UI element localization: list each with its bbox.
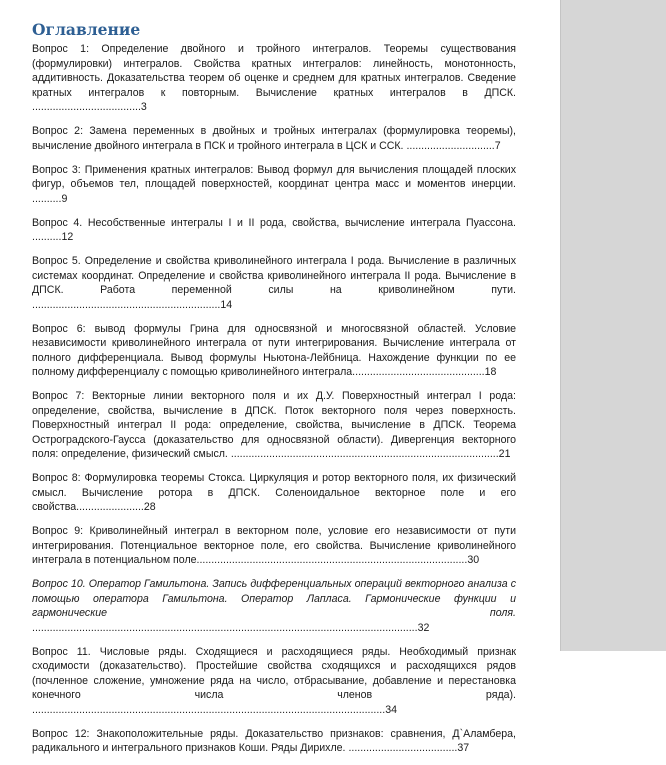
toc-entry[interactable] xyxy=(32,727,516,756)
toc-entry-page: 3 xyxy=(140,101,147,113)
toc-entry-text: Вопрос 2: Замена переменных в двойных и тройных интегралах (формулировка теоремы), вычисление двойного интеграла в ПСК и тройного интеграла в ЦСК и ССК. xyxy=(32,125,516,152)
toc-entry-leader: ............................................ xyxy=(355,366,485,378)
toc-entry[interactable] xyxy=(32,645,516,718)
toc-entry-text: Вопрос 10. Оператор Гамильтона. Запись дифференциальных операций векторного анализа с помощью оператора Гамильтона. Оператор Лапласа. Гармонические функции и гармонические поля. xyxy=(32,578,516,619)
toc-entry-leader: ...................... xyxy=(79,501,144,513)
toc-entry-page: 7 xyxy=(494,139,501,152)
toc-entry[interactable] xyxy=(32,254,516,312)
toc-entry-leader: ........................................................................................... xyxy=(199,554,468,566)
toc-entry[interactable] xyxy=(32,42,516,115)
toc-entry-page: 34 xyxy=(385,703,397,716)
toc-entry[interactable] xyxy=(32,577,516,635)
toc-entry-text: Вопрос 6: вывод формулы Грина для односвязной и многосвязной областей. Условие независимости криволинейного интеграла от пути интегрирования. Вычисление интеграла от полного дифференциала. Вывод формулы Ньютона-Лейбница. Нахождение функции по ее полному дифференциалу с помощью криволинейного интеграла. xyxy=(32,322,516,378)
toc-entry[interactable] xyxy=(32,216,516,245)
toc-entry[interactable] xyxy=(32,471,516,515)
toc-entry-leader: ................................................................................................................................... xyxy=(32,621,418,634)
toc-entry-page: 12 xyxy=(61,231,74,243)
toc-entry-page: 21 xyxy=(498,448,511,460)
toc-entry-leader: ........................................................................................................................ xyxy=(32,703,386,716)
toc-entry-page: 14 xyxy=(220,298,233,311)
toc-entry-leader: ..................................... xyxy=(32,101,141,113)
toc-entry-page: 37 xyxy=(457,742,470,754)
toc-entry-page: 30 xyxy=(467,554,480,566)
viewer-background xyxy=(560,0,666,651)
toc-entry-leader: ........................................................................................... xyxy=(227,448,499,460)
toc-entry-text: Вопрос 3: Применения кратных интегралов: Вывод формул для вычисления площадей плоских фигур, объемов тел, площадей поверхностей, координат центра масс и моментов инерции. xyxy=(32,163,516,190)
toc-entry[interactable] xyxy=(32,389,516,462)
toc-entry-text: Вопрос 12: Знакоположительные ряды. Доказательство признаков: сравнения, Д`Аламбера, радикального и интегрального признаков Коши. Ряды Дирихле. xyxy=(32,727,516,754)
toc-entry-leader: .............................. xyxy=(403,139,495,152)
toc-entry-page: 32 xyxy=(417,621,430,634)
toc-entry[interactable] xyxy=(32,124,516,153)
toc-entry-leader: .......... xyxy=(32,192,62,205)
toc-entry-page: 9 xyxy=(61,192,68,205)
toc-entry[interactable] xyxy=(32,322,516,380)
toc-entry-text: Вопрос 1: Определение двойного и тройного интегралов. Теоремы существования (формулировки) интегралов. Свойства кратных интегралов: линейность, монотонность, аддитивность. Доказательства теорем об оценке и среднем для кратных интегралов. Сведение кратных интегралов к повторным. Вычисление кратных интегралов в ДПСК. xyxy=(32,43,516,99)
toc-entry-text: Вопрос 9: Криволинейный интеграл в векторном поле, условие его независимости от пути интегрирования. Потенциальное векторное поле, его свойства. Вычисление криволинейного интеграла в потенциальном поле. xyxy=(32,525,516,566)
toc-entry-text: Вопрос 7: Векторные линии векторного поля и их Д.У. Поверхностный интеграл I рода: определение, свойства, вычисление в ДПСК. Поток векторного поля через поверхность. Поверхностный интеграл II рода: определение, свойства, вычисление в ДПСК. Теорема Остроградского-Гаусса (доказательство для односвязной области). Дивергенция векторного поля: определение, физический смысл. xyxy=(32,390,516,460)
toc-entry-leader: ..................................... xyxy=(345,742,458,754)
toc-entry[interactable] xyxy=(32,524,516,568)
toc-entry-text: Вопрос 11. Числовые ряды. Сходящиеся и расходящиеся ряды. Необходимый признак сходимости (доказательство). Простейшие свойства сходящихся и расходящихся рядов (почленное сложение, умножение ряда на число, отбрасывание, добавление и перестановка конечного числа членов ряда). xyxy=(32,645,516,701)
toc-entry-leader: ................................................................ xyxy=(32,298,221,311)
table-of-contents xyxy=(32,20,516,765)
toc-entry[interactable] xyxy=(32,163,516,207)
toc-entry-text: Вопрос 8: Формулировка теоремы Стокса. Циркуляция и ротор векторного поля, их физический смысл. Вычисление ротора в ДПСК. Соленоидальное векторное поле и его свойства. xyxy=(32,472,516,513)
toc-entry-page: 18 xyxy=(484,366,497,378)
toc-entry-page: 28 xyxy=(143,501,156,513)
toc-entry-text: Вопрос 4. Несобственные интегралы I и II рода, свойства, вычисление интеграла Пуассона. xyxy=(32,216,516,229)
toc-title: Оглавление xyxy=(32,20,141,39)
toc-entry-text: Вопрос 5. Определение и свойства криволинейного интеграла I рода. Вычисление в различных системах координат. Определение и свойства криволинейного интеграла II рода. Вычисление в ДПСК. Работа переменной силы на криволинейном пути. xyxy=(32,255,516,296)
toc-entry-leader: .......... xyxy=(32,231,62,243)
